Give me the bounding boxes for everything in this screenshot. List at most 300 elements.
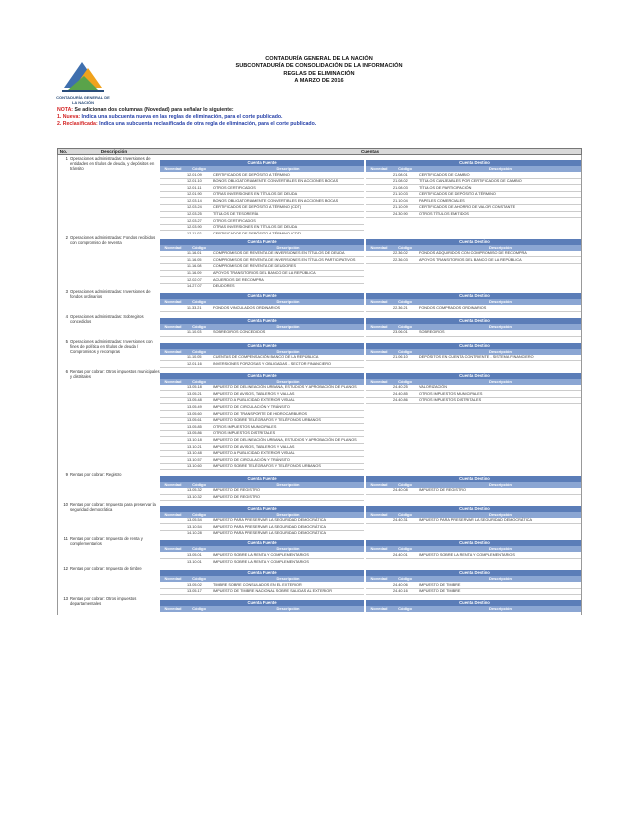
cuenta-fuente-title: Cuenta Fuente <box>160 373 364 379</box>
table-row <box>160 212 364 219</box>
cuenta-destino-title: Cuenta Destino <box>366 570 582 576</box>
row-codigo: 13.05.21 <box>187 391 202 396</box>
row-codigo: 24.40.25 <box>393 385 408 390</box>
row-novedad <box>366 355 392 361</box>
row-codigo: 13.10.57 <box>187 457 202 462</box>
subheader-novedad: Novedad <box>370 378 388 384</box>
cuenta-destino-block <box>366 239 582 264</box>
rule-number: 3 <box>65 289 68 295</box>
header-line-3: REGLAS DE ELIMINACIÓN <box>283 70 355 77</box>
table-row <box>160 385 364 392</box>
cuenta-destino-block <box>366 293 582 312</box>
subheader-descripcion: Descripción <box>489 511 512 517</box>
row-codigo: 24.40.01 <box>393 552 408 557</box>
cuenta-fuente-block <box>160 293 364 312</box>
row-descripcion: IMPUESTO DE TIMBRE NACIONAL SOBRE SALIDAS AL EXTERIOR <box>213 589 332 594</box>
row-novedad <box>160 179 186 185</box>
subheader-codigo: Código <box>398 299 412 305</box>
row-novedad <box>160 431 186 437</box>
row-novedad <box>160 559 186 565</box>
row-descripcion: IMPUESTO SOBRE TELÉGRAFOS Y TELÉFONOS URBANOS <box>213 418 321 423</box>
row-codigo: 24.30.90 <box>393 212 408 217</box>
row-codigo: 12.03.14 <box>187 198 202 203</box>
cuenta-destino-title: Cuenta Destino <box>366 160 582 166</box>
table-row <box>366 385 582 392</box>
row-codigo: 14.10.28 <box>187 531 202 536</box>
table-row <box>160 257 364 264</box>
subheader-novedad: Novedad <box>370 299 388 305</box>
subheader-codigo: Código <box>192 244 206 250</box>
row-codigo: 21.10.09 <box>393 205 408 210</box>
row-novedad <box>160 218 186 224</box>
row-novedad <box>160 524 186 530</box>
row-novedad <box>366 257 392 263</box>
table-row <box>160 391 364 398</box>
row-codigo: 13.10.18 <box>187 437 202 442</box>
row-novedad <box>366 488 392 494</box>
subheader-codigo: Código <box>192 576 206 582</box>
cuenta-fuente-block <box>160 343 364 368</box>
cuenta-destino-title: Cuenta Destino <box>366 293 582 299</box>
cuenta-destino-title: Cuenta Destino <box>366 600 582 606</box>
cuenta-fuente-title: Cuenta Fuente <box>160 540 364 546</box>
cuenta-destino-subheader <box>366 606 582 612</box>
rule-description: Rentas por cobrar: Impuesto de renta y complementarios <box>70 536 143 547</box>
row-novedad <box>160 185 186 191</box>
table-row <box>366 212 582 219</box>
note-item-2-label: Reclasificada: <box>62 121 98 127</box>
table-row <box>366 257 582 264</box>
row-codigo: 12.01.16 <box>187 361 202 366</box>
row-descripcion: COMPROMISOS DE REVENTA DE INVERSIONES EN TÍTULOS PARTICIPATIVOS <box>213 257 356 262</box>
row-novedad <box>366 398 392 404</box>
table-row <box>160 457 364 464</box>
subheader-novedad: Novedad <box>370 348 388 354</box>
row-codigo: 12.01.11 <box>187 185 202 190</box>
row-codigo: 21.10.03 <box>393 192 408 197</box>
subheader-codigo: Código <box>192 378 206 384</box>
row-novedad <box>366 582 392 588</box>
row-codigo: 21.08.02 <box>393 179 408 184</box>
rule-description: Rentas por cobrar: Registro <box>70 471 122 477</box>
row-codigo: 21.10.04 <box>393 198 408 203</box>
cuenta-fuente-title: Cuenta Fuente <box>160 239 364 245</box>
subheader-codigo: Código <box>398 576 412 582</box>
subheader-descripcion: Descripción <box>276 299 300 305</box>
cuenta-destino-block <box>366 373 582 405</box>
row-novedad <box>160 418 186 424</box>
row-novedad <box>366 330 392 336</box>
cuenta-fuente-block <box>160 600 364 612</box>
subheader-novedad: Novedad <box>164 606 182 612</box>
col-cuentas: Cuentas <box>360 149 380 154</box>
row-codigo: 11.16.09 <box>187 271 202 276</box>
row-novedad <box>160 257 186 263</box>
row-novedad <box>160 277 186 283</box>
row-novedad <box>160 271 186 277</box>
table-row <box>366 251 582 258</box>
rule-description: Operaciones administradas: Sobregiros concedidos <box>70 313 144 324</box>
row-codigo: 11.10.03 <box>187 330 202 335</box>
subheader-descripcion: Descripción <box>276 348 300 354</box>
row-novedad <box>366 172 392 178</box>
table-row <box>160 305 364 312</box>
row-novedad <box>160 391 186 397</box>
col-no: No. <box>59 149 68 154</box>
row-descripcion: IMPUESTO DE DELINEACIÓN URBANA, ESTUDIOS Y APROBACIÓN DE PLANOS <box>213 385 357 390</box>
row-descripcion: OTROS IMPUESTOS DISTRITALES <box>213 431 276 436</box>
row-descripcion: COMPROMISOS DE REVENTA DE INVERSIONES EN TÍTULOS DE DEUDA <box>213 251 345 256</box>
rule-group <box>57 595 582 615</box>
subheader-descripcion: Descripción <box>276 546 300 552</box>
row-descripcion: IMPUESTO DE REGISTRO <box>213 495 260 500</box>
row-codigo: 12.03.25 <box>187 212 202 217</box>
table-row <box>160 582 364 589</box>
subheader-codigo: Código <box>398 546 412 552</box>
row-codigo: 24.40.08 <box>393 488 408 493</box>
cuenta-fuente-subheader <box>160 606 364 612</box>
row-codigo: 24.40.86 <box>393 398 408 403</box>
table-header <box>57 148 582 155</box>
row-novedad <box>160 464 186 470</box>
row-descripcion: PAPELES COMERCIALES <box>419 198 465 203</box>
row-descripcion: INVERSIONES FORZOSAS Y OBLIGADAS - SECTOR FINANCIERO <box>213 361 331 366</box>
subheader-codigo: Código <box>398 606 412 612</box>
row-codigo: 13.05.02 <box>187 582 202 587</box>
row-novedad <box>366 385 392 391</box>
row-descripcion: FONDOS COMPRADOS ORDINARIOS <box>419 305 487 310</box>
subheader-codigo: Código <box>192 323 206 329</box>
table-row <box>160 518 364 525</box>
subheader-novedad: Novedad <box>164 546 182 552</box>
table-row <box>160 277 364 284</box>
note-item-2-num: 2. <box>57 121 62 127</box>
row-descripcion: IMPUESTO SOBRE LA RENTA Y COMPLEMENTARIOS <box>213 552 309 557</box>
table-row <box>366 205 582 212</box>
table-row <box>160 205 364 212</box>
row-novedad <box>160 495 186 501</box>
header-line-1: CONTADURÍA GENERAL DE LA NACIÓN <box>265 56 373 62</box>
row-codigo: 13.05.48 <box>187 398 202 403</box>
subheader-descripcion: Descripción <box>489 244 512 250</box>
table-row <box>160 488 364 495</box>
cuenta-destino-title: Cuenta Destino <box>366 540 582 546</box>
subheader-descripcion: Descripción <box>489 166 512 171</box>
subheader-novedad: Novedad <box>164 323 182 329</box>
cuenta-fuente-title: Cuenta Fuente <box>160 343 364 349</box>
subheader-novedad: Novedad <box>370 166 388 171</box>
row-descripcion: BONOS OBLIGATORIAMENTE CONVERTIBLES EN ACCIONES BOCAS <box>213 198 339 203</box>
rule-description: Rentas por cobrar: Impuesto para preservar la seguridad democrática <box>70 501 156 512</box>
row-descripcion: IMPUESTO SOBRE LA RENTA Y COMPLEMENTARIOS <box>213 559 309 564</box>
rule-group <box>57 565 582 595</box>
row-codigo: 21.08.03 <box>393 185 408 190</box>
row-novedad <box>160 488 186 494</box>
cuenta-fuente-block <box>160 476 364 501</box>
subheader-codigo: Código <box>192 481 206 487</box>
table-row <box>366 391 582 398</box>
row-descripcion: IMPUESTO DE TIMBRE <box>419 582 461 587</box>
rule-group <box>57 155 582 234</box>
table-row <box>366 172 582 179</box>
row-descripcion: FONDOS VINCULADOS ORDINARIOS <box>213 305 281 310</box>
rule-group <box>57 501 582 536</box>
row-descripcion: CERTIFICADOS DE AHORRO DE VALOR CONSTANTE <box>419 205 516 210</box>
row-codigo: 23.06.01 <box>393 330 408 335</box>
row-novedad <box>160 192 186 198</box>
subheader-codigo: Código <box>398 348 412 354</box>
row-novedad <box>366 552 392 558</box>
note-item-1-label: Nueva: <box>62 114 81 120</box>
row-novedad <box>160 589 186 595</box>
subheader-descripcion: Descripción <box>489 348 512 354</box>
row-descripcion: CERTIFICADOS DE DEPÓSITO A TÉRMINO <box>213 172 290 177</box>
row-descripcion: IMPUESTO DE AVISOS, TABLEROS Y VALLAS <box>213 444 295 449</box>
contaduria-logo-icon <box>60 58 106 96</box>
note-label: NOTA: <box>57 107 74 113</box>
row-descripcion: CERTIFICADOS DE DEPÓSITO A TÉRMINO (CDT) <box>213 205 302 210</box>
row-novedad <box>160 264 186 270</box>
subheader-descripcion: Descripción <box>276 606 300 612</box>
row-codigo: 12.03.27 <box>187 218 202 223</box>
cuenta-fuente-block <box>160 506 364 536</box>
cuenta-destino-title: Cuenta Destino <box>366 343 582 349</box>
subheader-novedad: Novedad <box>164 511 182 517</box>
subheader-novedad: Novedad <box>370 323 388 329</box>
rule-number: 1 <box>65 156 68 161</box>
table-row <box>366 355 582 362</box>
subheader-novedad: Novedad <box>164 299 182 305</box>
rule-number: 10 <box>63 501 68 507</box>
row-codigo: 12.02.07 <box>187 277 202 282</box>
row-codigo: 11.16.08 <box>187 264 202 269</box>
row-codigo: 13.05.32 <box>187 488 202 493</box>
subheader-descripcion: Descripción <box>489 299 512 305</box>
subheader-codigo: Código <box>398 244 412 250</box>
cuenta-fuente-title: Cuenta Fuente <box>160 506 364 512</box>
row-codigo: 13.10.60 <box>187 464 202 469</box>
table-row <box>160 271 364 278</box>
row-descripcion: OTROS TÍTULOS EMITIDOS <box>419 212 469 217</box>
subheader-codigo: Código <box>192 166 206 171</box>
subheader-codigo: Código <box>398 166 412 171</box>
cuenta-fuente-title: Cuenta Fuente <box>160 160 364 166</box>
row-descripcion: TÍTULOS DE PARTICIPACIÓN <box>419 185 472 190</box>
row-descripcion: IMPUESTO PARA PRESERVAR LA SEGURIDAD DEMOCRÁTICA <box>213 531 327 536</box>
rule-number: 4 <box>65 313 68 319</box>
subheader-descripcion: Descripción <box>489 323 512 329</box>
row-codigo: 24.40.31 <box>393 518 408 523</box>
row-codigo: 14.27.07 <box>187 284 202 289</box>
row-novedad <box>160 225 186 231</box>
rule-group <box>57 288 582 313</box>
subheader-descripcion: Descripción <box>276 323 300 329</box>
row-descripcion: IMPUESTO A PUBLICIDAD EXTERIOR VISUAL <box>213 398 295 403</box>
table-row <box>366 330 582 337</box>
rule-description: Operaciones administradas: Inversiones de entidades en títulos de deuda, y depósitos en tránsito <box>70 156 155 171</box>
row-descripcion: IMPUESTO DE TIMBRE <box>419 589 461 594</box>
cuenta-destino-block <box>366 160 582 218</box>
row-codigo: 12.03.24 <box>187 205 202 210</box>
table-row <box>366 582 582 589</box>
header-line-2: SUBCONTADURÍA DE CONSOLIDACIÓN DE LA INFORMACIÓN <box>235 63 403 70</box>
row-descripcion: DEPÓSITOS EN CUENTA CONTRIENTE - SISTEMA FINANCIERO <box>419 355 534 360</box>
row-codigo: 12.01.10 <box>187 179 202 184</box>
row-descripcion: IMPUESTO DE AVISOS, TABLEROS Y VALLAS <box>213 391 295 396</box>
row-codigo: 13.05.85 <box>187 424 202 429</box>
row-novedad <box>366 198 392 204</box>
rule-groups <box>57 155 582 615</box>
row-codigo: 24.40.16 <box>393 589 408 594</box>
row-descripcion: OTROS CERTIFICADOS <box>213 218 256 223</box>
row-codigo: 13.10.01 <box>187 559 202 564</box>
row-novedad <box>160 198 186 204</box>
logo-text: CONTADURÍA GENERAL DE LA NACIÓN <box>56 95 110 105</box>
row-codigo: 13.05.61 <box>187 418 202 423</box>
subheader-novedad: Novedad <box>370 606 388 612</box>
row-novedad <box>160 251 186 257</box>
subheader-novedad: Novedad <box>164 576 182 582</box>
cuenta-fuente-title: Cuenta Fuente <box>160 318 364 324</box>
row-novedad <box>160 205 186 211</box>
row-descripcion: IMPUESTO DE REGISTRO <box>213 488 260 493</box>
table-row <box>160 179 364 186</box>
subheader-codigo: Código <box>192 546 206 552</box>
rule-group <box>57 535 582 565</box>
row-codigo: 13.05.86 <box>187 431 202 436</box>
row-codigo: 22.36.21 <box>393 305 408 310</box>
table-row <box>366 488 582 495</box>
cuenta-destino-title: Cuenta Destino <box>366 476 582 482</box>
row-codigo: 13.05.60 <box>187 411 202 416</box>
cuenta-destino-block <box>366 540 582 559</box>
cuenta-fuente-block <box>160 540 364 565</box>
row-codigo: 11.33.21 <box>187 305 202 310</box>
table-row <box>160 431 364 438</box>
cuenta-fuente-block <box>160 570 364 595</box>
subheader-descripcion: Descripción <box>489 481 512 487</box>
subheader-descripcion: Descripción <box>489 576 512 582</box>
table-row <box>366 305 582 312</box>
row-descripcion: IMPUESTO DE CIRCULACIÓN Y TRÁNSITO <box>213 404 290 409</box>
row-descripcion: IMPUESTO DE DELINEACIÓN URBANA, ESTUDIOS Y APROBACIÓN DE PLANOS <box>213 437 357 442</box>
subheader-novedad: Novedad <box>164 481 182 487</box>
subheader-codigo: Código <box>192 606 206 612</box>
table-row <box>160 524 364 531</box>
row-novedad <box>160 411 186 417</box>
subheader-codigo: Código <box>398 378 412 384</box>
row-novedad <box>160 330 186 336</box>
rule-description: Operaciones administradas: Inversiones de fondos ordinarios <box>70 289 151 300</box>
row-novedad <box>160 404 186 410</box>
subheader-descripcion: Descripción <box>489 546 512 552</box>
row-codigo: 22.36.03 <box>393 257 408 262</box>
row-codigo: 12.01.09 <box>187 172 202 177</box>
subheader-codigo: Código <box>192 511 206 517</box>
row-codigo: 12.03.90 <box>187 225 202 230</box>
row-descripcion: TIMBRE SOBRE CONSULADOS EN EL EXTERIOR <box>213 582 302 587</box>
table-row <box>160 552 364 559</box>
row-descripcion: SOBREGIROS CONCEDIDOS <box>213 330 266 335</box>
row-descripcion: OTROS CERTIFICADOS <box>213 185 256 190</box>
subheader-novedad: Novedad <box>164 378 182 384</box>
row-novedad <box>160 172 186 178</box>
table-row <box>160 451 364 458</box>
row-novedad <box>366 518 392 524</box>
cuenta-destino-title: Cuenta Destino <box>366 318 582 324</box>
subheader-codigo: Código <box>398 323 412 329</box>
row-descripcion: TÍTULOS CANJEABLES POR CERTIFICADOS DE CAMBIO <box>419 179 522 184</box>
subheader-novedad: Novedad <box>370 546 388 552</box>
row-codigo: 13.10.54 <box>187 524 202 529</box>
rule-description: Operaciones administradas: Inversiones con fines de política en títulos de deuda / Compromisos y recompras <box>70 338 153 354</box>
rule-description: Rentas por cobrar: Otros impuestos municipales y distritales <box>70 368 160 379</box>
rule-group <box>57 234 582 288</box>
table-row <box>366 552 582 559</box>
cuenta-destino-block <box>366 318 582 337</box>
row-descripcion: CERTIFICADOS DE CAMBIO <box>419 172 470 177</box>
row-codigo: 13.05.01 <box>187 552 202 557</box>
row-descripcion: SOBREGIROS <box>419 330 445 335</box>
rule-description: Operaciones administradas: Fondos recibidos con compromiso de reventa <box>70 234 156 245</box>
row-descripcion: CUENTAS DE COMPENSACIÓN BANCO DE LA REPÚBLICA <box>213 355 319 360</box>
row-codigo: 21.06.10 <box>393 355 408 360</box>
note-intro: Se adicionan dos columnas (Novedad) para señalar lo siguiente: <box>74 107 234 113</box>
rules-table <box>57 148 582 615</box>
row-novedad <box>160 398 186 404</box>
cuenta-destino-block <box>366 600 582 612</box>
subheader-codigo: Código <box>192 348 206 354</box>
rule-number: 2 <box>65 234 68 240</box>
row-descripcion: TÍTULOS DE TESORERÍA <box>213 212 259 217</box>
subheader-descripcion: Descripción <box>276 166 300 171</box>
cuenta-fuente-title: Cuenta Fuente <box>160 293 364 299</box>
row-novedad <box>160 437 186 443</box>
row-descripcion: OTROS IMPUESTOS DISTRITALES <box>419 398 482 403</box>
cuenta-fuente-title: Cuenta Fuente <box>160 570 364 576</box>
row-novedad <box>160 385 186 391</box>
subheader-codigo: Código <box>398 481 412 487</box>
row-codigo: 13.10.21 <box>187 444 202 449</box>
table-row <box>160 424 364 431</box>
row-descripcion: IMPUESTO DE CIRCULACIÓN Y TRÁNSITO <box>213 457 290 462</box>
row-novedad <box>160 451 186 457</box>
row-codigo: 12.01.90 <box>187 192 202 197</box>
row-codigo: 21.08.01 <box>393 172 408 177</box>
row-novedad <box>366 589 392 595</box>
row-descripcion: ACUERDOS DE RECOMPRA <box>213 277 264 282</box>
rule-group <box>57 368 582 471</box>
row-novedad <box>366 212 392 218</box>
row-novedad <box>160 355 186 361</box>
row-novedad <box>366 251 392 257</box>
cuenta-destino-title: Cuenta Destino <box>366 506 582 512</box>
table-row <box>160 198 364 205</box>
row-descripcion: FONDOS ADQUIRIDOS CON COMPROMISO DE RECOMPRA <box>419 251 527 256</box>
table-row <box>366 185 582 192</box>
row-codigo: 11.10.05 <box>187 355 202 360</box>
row-descripcion: OTRAS INVERSIONES EN TÍTULOS DE DEUDA <box>213 225 298 230</box>
cuenta-fuente-block <box>160 160 364 234</box>
row-descripcion: APOYOS TRANSITORIOS DEL BANCO DE LA REPÚBLICA <box>419 257 522 262</box>
rule-description: Rentas por cobrar: Impuesto de timbre <box>70 566 142 572</box>
row-codigo: 11.16.05 <box>187 257 202 262</box>
row-codigo: 22.36.02 <box>393 251 408 256</box>
row-novedad <box>366 305 392 311</box>
cuenta-fuente-title: Cuenta Fuente <box>160 476 364 482</box>
row-novedad <box>366 192 392 198</box>
cuenta-destino-block <box>366 476 582 495</box>
